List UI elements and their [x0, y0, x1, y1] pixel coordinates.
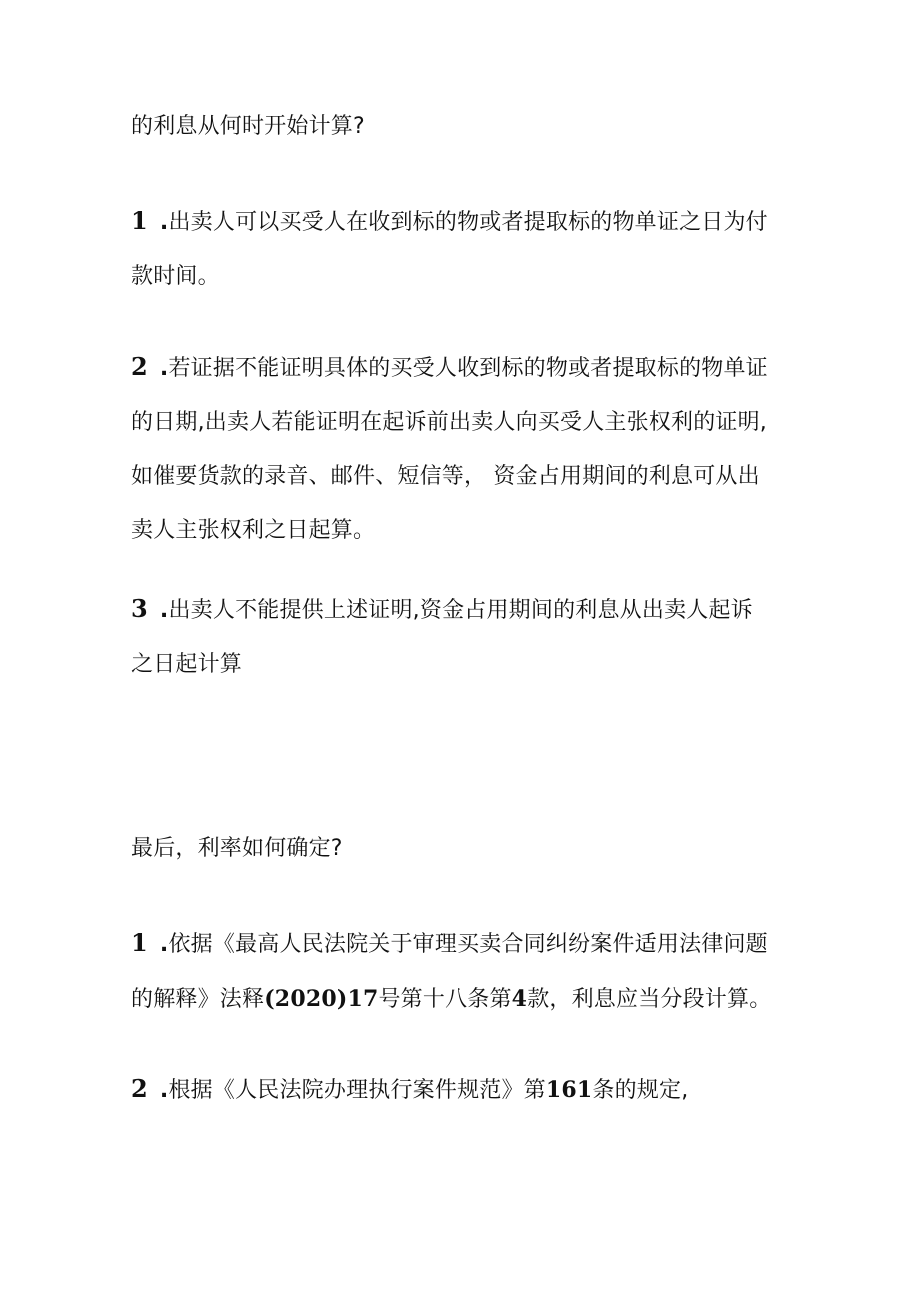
list-item-3: 3 .出卖人不能提供上述证明,资金占用期间的利息从出卖人起诉 之日起计算	[131, 582, 811, 692]
heading-text: 最后，利率如何确定?	[131, 836, 343, 861]
heading-text: 的利息从何时开始计算?	[131, 114, 365, 139]
item-number: 1	[131, 206, 148, 235]
item-text-fragment: 的解释》法释	[131, 987, 265, 1012]
item-text-line: 卖人主张权利之日起算。	[131, 518, 376, 543]
item-text-line: 出卖人不能提供上述证明,资金占用期间的利息从出卖人起诉	[168, 598, 753, 623]
item-text-line: 的日期,出卖人若能证明在起诉前出卖人向买受人主张权利的证明,	[131, 410, 767, 435]
item-text-line: 依据《最高人民法院关于审理买卖合同纠纷案件适用法律问题	[168, 932, 768, 957]
item-number: 2	[131, 352, 148, 381]
rate-item-2: 2 .根据《人民法院办理执行案件规范》第161条的规定,	[131, 1074, 689, 1103]
item-text-line: 若证据不能证明具体的买受人收到标的物或者提取标的物单证	[168, 356, 768, 381]
item-text-bold: (2020)17	[264, 986, 379, 1012]
item-number: 2	[131, 1074, 148, 1103]
item-text-line: 出卖人可以买受人在收到标的物或者提取标的物单证之日为付	[168, 210, 768, 235]
item-text-fragment: 号第十八条第	[378, 987, 512, 1012]
item-text-fragment: 条的规定,	[592, 1078, 689, 1103]
item-text-line: 如催要货款的录音、邮件、短信等， 资金占用期间的利息可从出	[131, 464, 760, 489]
rate-item-1: 1 .依据《最高人民法院关于审理买卖合同纠纷案件适用法律问题 的解释》法释(2020)17号第十八条第4款，利息应当分段计算。	[131, 928, 772, 1012]
item-text-fragment: 款，利息应当分段计算。	[527, 987, 772, 1012]
item-text-bold: 161	[545, 1077, 593, 1103]
item-text-line: 之日起计算	[131, 652, 243, 677]
item-text-bold: 4	[511, 986, 528, 1012]
item-number: 1	[131, 928, 148, 957]
item-number: 3	[131, 594, 148, 623]
heading-interest-start	[131, 100, 811, 154]
list-item-2: 2 .若证据不能证明具体的买受人收到标的物或者提取标的物单证 的日期,出卖人若能证明在起诉前出卖人向买受人主张权利的证明, 如催要货款的录音、邮件、短信等， 资金占用期间的利息可从出 卖人主张权利之日起算。	[131, 340, 811, 558]
list-item-1: 1 .出卖人可以买受人在收到标的物或者提取标的物单证之日为付 款时间。	[131, 194, 811, 304]
item-text-fragment: 根据《人民法院办理执行案件规范》第	[168, 1078, 546, 1103]
item-text-line: 款时间。	[131, 264, 220, 289]
heading-interest-rate	[131, 822, 811, 876]
